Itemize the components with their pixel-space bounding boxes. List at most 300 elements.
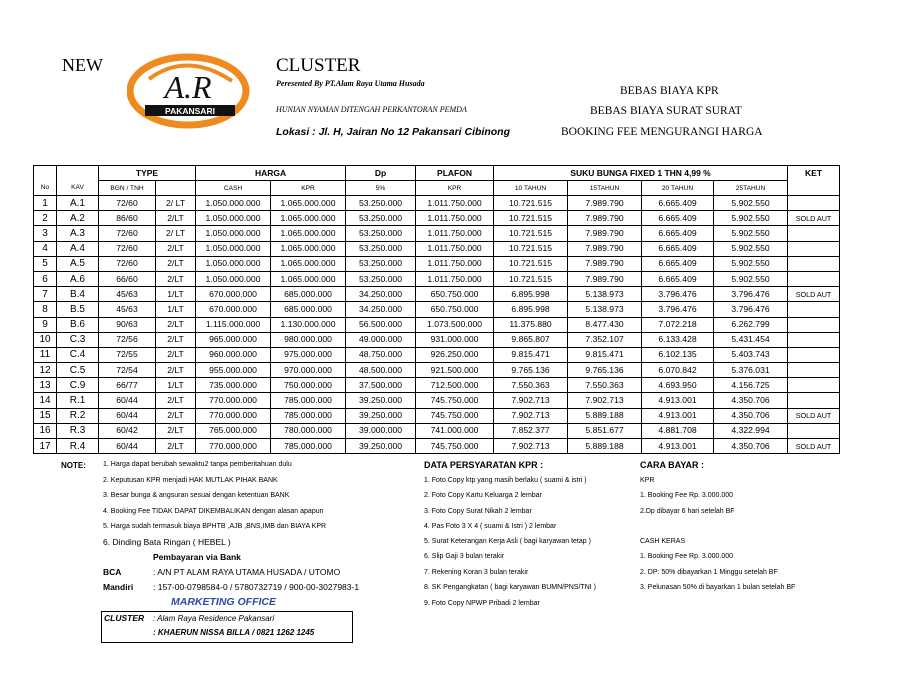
cell-lt: 2/LT	[156, 439, 196, 454]
cell-kav: A.1	[57, 196, 99, 211]
table-header-row-2	[34, 181, 840, 196]
header-25-tahun: 25TAHUN	[714, 181, 788, 196]
cell-plafon: 1.011.750.000	[416, 256, 494, 271]
cell-plafon: 1.011.750.000	[416, 271, 494, 286]
cell-t10: 10.721.515	[494, 196, 568, 211]
cell-t20: 3.796.476	[642, 287, 714, 302]
cell-t20: 6.133.428	[642, 332, 714, 347]
cell-kav: R.4	[57, 439, 99, 454]
cell-t15: 7.989.790	[568, 271, 642, 286]
cell-kpr: 1.065.000.000	[271, 226, 346, 241]
table-row	[34, 241, 840, 256]
persyaratan-item-1: 1. Foto Copy ktp yang masih berlaku ( suami & istri )	[424, 477, 587, 484]
cell-kpr: 685.000.000	[271, 287, 346, 302]
cell-no: 14	[34, 393, 57, 408]
header-ket: KET	[788, 166, 840, 181]
cell-bgn: 72/56	[99, 332, 156, 347]
bca-account: : A/N PT ALAM RAYA UTAMA HUSADA / UTOMO	[153, 567, 341, 577]
cell-plafon: 745.750.000	[416, 408, 494, 423]
cell-lt: 2/LT	[156, 347, 196, 362]
cell-dp: 34.250.000	[346, 302, 416, 317]
cell-no: 8	[34, 302, 57, 317]
cell-cash: 765.000.000	[196, 423, 271, 438]
cell-t15: 7.550.363	[568, 378, 642, 393]
cell-plafon: 745.750.000	[416, 439, 494, 454]
logo-letters: A.R	[164, 69, 212, 105]
cell-lt: 2/LT	[156, 393, 196, 408]
cell-t20: 6.665.409	[642, 256, 714, 271]
cell-ket	[788, 302, 840, 317]
bca-label: BCA	[103, 567, 122, 577]
cell-t20: 4.913.001	[642, 439, 714, 454]
cell-lt: 2/LT	[156, 211, 196, 226]
cell-kpr: 750.000.000	[271, 378, 346, 393]
note-item-3: 3. Besar bunga & angsuran sesuai dengan ketentuan BANK	[103, 492, 290, 499]
new-label: NEW	[62, 55, 103, 75]
payment-via-bank: Pembayaran via Bank	[153, 552, 241, 562]
cell-kav: A.3	[57, 226, 99, 241]
mandiri-label: Mandiri	[103, 582, 134, 592]
cell-no: 3	[34, 226, 57, 241]
cell-kav: C.3	[57, 332, 99, 347]
logo-name: PAKANSARI	[165, 106, 215, 116]
cell-no: 5	[34, 256, 57, 271]
cara-bayar-kpr-item-1: 1. Booking Fee Rp. 3.000.000	[640, 492, 734, 499]
cell-t20: 4.881.708	[642, 423, 714, 438]
cell-t20: 6.665.409	[642, 241, 714, 256]
cell-cash: 1.050.000.000	[196, 226, 271, 241]
cell-kav: A.4	[57, 241, 99, 256]
cell-cash: 1.050.000.000	[196, 241, 271, 256]
cell-bgn: 72/60	[99, 256, 156, 271]
cell-bgn: 72/60	[99, 196, 156, 211]
cell-ket	[788, 378, 840, 393]
header-bgn-tnh: BGN / TNH	[99, 181, 156, 196]
cell-no: 1	[34, 196, 57, 211]
cell-dp: 56.500.000	[346, 317, 416, 332]
cell-kpr: 685.000.000	[271, 302, 346, 317]
cell-t20: 6.070.842	[642, 363, 714, 378]
table-row	[34, 226, 840, 241]
cell-t15: 5.138.973	[568, 302, 642, 317]
cell-plafon: 1.011.750.000	[416, 211, 494, 226]
cell-t10: 7.550.363	[494, 378, 568, 393]
tagline: HUNIAN NYAMAN DITENGAH PERKANTORAN PEMDA	[276, 105, 467, 114]
cell-no: 11	[34, 347, 57, 362]
cell-plafon: 650.750.000	[416, 287, 494, 302]
cell-ket	[788, 393, 840, 408]
table-header-row-1	[34, 166, 840, 181]
cell-ket	[788, 363, 840, 378]
table-row	[34, 439, 840, 454]
cell-kav: B.4	[57, 287, 99, 302]
cell-t25: 4.156.725	[714, 378, 788, 393]
cell-lt: 2/ LT	[156, 226, 196, 241]
promo-free-docs: BEBAS BIAYA SURAT SURAT	[590, 105, 742, 117]
cell-plafon: 921.500.000	[416, 363, 494, 378]
cell-no: 7	[34, 287, 57, 302]
cell-t15: 9.765.136	[568, 363, 642, 378]
cell-t25: 5.902.550	[714, 196, 788, 211]
cara-bayar-cash-item-2: 2. DP: 50% dibayarkan 1 Minggu setelah BF	[640, 569, 778, 576]
cell-no: 12	[34, 363, 57, 378]
cell-kpr: 980.000.000	[271, 332, 346, 347]
cell-cash: 670.000.000	[196, 302, 271, 317]
cell-t10: 10.721.515	[494, 211, 568, 226]
cell-t25: 5.902.550	[714, 211, 788, 226]
cell-dp: 53.250.000	[346, 226, 416, 241]
cell-no: 13	[34, 378, 57, 393]
persyaratan-item-7: 7. Rekening Koran 3 bulan terakir	[424, 569, 529, 576]
cell-bgn: 72/60	[99, 226, 156, 241]
marketing-office-title: MARKETING OFFICE	[171, 596, 276, 608]
cell-lt: 2/ LT	[156, 196, 196, 211]
cell-dp: 53.250.000	[346, 196, 416, 211]
header-ket-blank	[788, 181, 840, 196]
cell-lt: 2/LT	[156, 332, 196, 347]
header-cash: CASH	[196, 181, 271, 196]
cell-kpr: 1.065.000.000	[271, 256, 346, 271]
note-item-4: 4. Booking Fee TIDAK DAPAT DIKEMBALIKAN dengan alasan apapun	[103, 508, 324, 515]
cell-t20: 7.072.218	[642, 317, 714, 332]
promo-booking-fee: BOOKING FEE MENGURANGI HARGA	[561, 126, 763, 138]
cell-cash: 770.000.000	[196, 439, 271, 454]
cell-dp: 39.000.000	[346, 423, 416, 438]
cell-no: 9	[34, 317, 57, 332]
cell-kav: C.5	[57, 363, 99, 378]
cell-kpr: 1.065.000.000	[271, 241, 346, 256]
cell-ket	[788, 317, 840, 332]
cell-ket	[788, 226, 840, 241]
cara-bayar-kpr-item-2: 2.Dp dibayar 6 hari setelah BF	[640, 508, 735, 515]
table-row	[34, 196, 840, 211]
cell-bgn: 60/44	[99, 393, 156, 408]
persyaratan-item-3: 3. Foto Copy Surat Nikah 2 lembar	[424, 508, 532, 515]
cell-t10: 9.765.136	[494, 363, 568, 378]
table-row	[34, 211, 840, 226]
cell-dp: 53.250.000	[346, 241, 416, 256]
cell-plafon: 741.000.000	[416, 423, 494, 438]
ar-pakansari-logo	[127, 53, 250, 129]
marketing-contact: : KHAERUN NISSA BILLA / 0821 1262 1245	[153, 628, 315, 637]
cell-kpr: 785.000.000	[271, 439, 346, 454]
presented-by: Peresented By PT.Alam Raya Utama Husada	[276, 79, 425, 88]
cell-kpr: 970.000.000	[271, 363, 346, 378]
cell-kav: B.6	[57, 317, 99, 332]
cell-t25: 3.796.476	[714, 287, 788, 302]
cell-t20: 6.665.409	[642, 196, 714, 211]
cell-t10: 9.815.471	[494, 347, 568, 362]
header-type: TYPE	[99, 166, 196, 181]
cell-no: 15	[34, 408, 57, 423]
cell-lt: 1/LT	[156, 302, 196, 317]
cell-cash: 955.000.000	[196, 363, 271, 378]
cell-t20: 4.913.001	[642, 393, 714, 408]
note-item-2: 2. Keputusan KPR menjadi HAK MUTLAK PIHAK BANK	[103, 477, 278, 484]
cell-kpr: 780.000.000	[271, 423, 346, 438]
note-item-1: 1. Harga dapat berubah sewaktu2 tanpa pemberitahuan dulu	[103, 461, 292, 468]
cell-t10: 9.865.807	[494, 332, 568, 347]
cell-t10: 7.902.713	[494, 439, 568, 454]
cell-cash: 960.000.000	[196, 347, 271, 362]
cell-plafon: 1.011.750.000	[416, 241, 494, 256]
cell-cash: 1.115.000.000	[196, 317, 271, 332]
table-row	[34, 287, 840, 302]
cara-bayar-cash-label: CASH KERAS	[640, 538, 686, 545]
header-dp-pct: 5%	[346, 181, 416, 196]
table-row	[34, 393, 840, 408]
cell-lt: 2/LT	[156, 363, 196, 378]
header-no-label: No	[34, 181, 57, 196]
cell-t15: 7.989.790	[568, 211, 642, 226]
cell-t15: 7.989.790	[568, 196, 642, 211]
cell-t15: 7.989.790	[568, 256, 642, 271]
cell-t25: 4.322.994	[714, 423, 788, 438]
cell-t25: 5.403.743	[714, 347, 788, 362]
header-plafon: PLAFON	[416, 166, 494, 181]
cell-t25: 4.350.706	[714, 408, 788, 423]
cell-cash: 770.000.000	[196, 393, 271, 408]
cell-kav: A.6	[57, 271, 99, 286]
table-row	[34, 332, 840, 347]
cell-t25: 5.902.550	[714, 241, 788, 256]
cell-ket	[788, 241, 840, 256]
cell-bgn: 72/55	[99, 347, 156, 362]
cell-t10: 10.721.515	[494, 256, 568, 271]
table-row	[34, 363, 840, 378]
table-row	[34, 317, 840, 332]
cell-t10: 7.902.713	[494, 408, 568, 423]
cell-no: 6	[34, 271, 57, 286]
cell-cash: 770.000.000	[196, 408, 271, 423]
cell-t15: 5.138.973	[568, 287, 642, 302]
marketing-cluster-label: CLUSTER	[104, 613, 145, 623]
cell-kpr: 1.065.000.000	[271, 196, 346, 211]
cell-t25: 5.902.550	[714, 256, 788, 271]
persyaratan-item-8: 8. SK Pengangkatan ( bagi karyawan BUMN/PNS/TNI )	[424, 584, 596, 591]
cell-ket	[788, 347, 840, 362]
cell-bgn: 66/77	[99, 378, 156, 393]
cell-t20: 6.665.409	[642, 226, 714, 241]
cell-kpr: 785.000.000	[271, 408, 346, 423]
cell-t25: 5.902.550	[714, 226, 788, 241]
note-title: NOTE:	[61, 461, 86, 470]
cell-kpr: 1.065.000.000	[271, 271, 346, 286]
cell-t15: 7.989.790	[568, 226, 642, 241]
cara-bayar-cash-item-3: 3. Pelunasan 50% di bayarkan 1 bulan setelah BF	[640, 584, 796, 591]
header-suku-bunga: SUKU BUNGA FIXED 1 THN 4,99 %	[494, 166, 788, 181]
header-kav: KAV	[57, 181, 99, 196]
cell-t10: 6.895.998	[494, 302, 568, 317]
cell-kav: A.2	[57, 211, 99, 226]
header-20-tahun: 20 TAHUN	[642, 181, 714, 196]
persyaratan-item-4: 4. Pas Foto 3 X 4 ( suami & Istri ) 2 lembar	[424, 523, 557, 530]
cell-dp: 53.250.000	[346, 211, 416, 226]
cell-kpr: 1.065.000.000	[271, 211, 346, 226]
cell-t20: 6.665.409	[642, 211, 714, 226]
cell-dp: 48.500.000	[346, 363, 416, 378]
cell-kav: R.3	[57, 423, 99, 438]
cell-lt: 2/LT	[156, 408, 196, 423]
cell-cash: 1.050.000.000	[196, 271, 271, 286]
persyaratan-item-2: 2. Foto Copy Kartu Keluarga 2 lembar	[424, 492, 542, 499]
cell-t15: 5.889.188	[568, 439, 642, 454]
cell-dp: 53.250.000	[346, 256, 416, 271]
cell-t15: 7.989.790	[568, 241, 642, 256]
cell-no: 10	[34, 332, 57, 347]
cell-lt: 1/LT	[156, 378, 196, 393]
cell-t15: 8.477.430	[568, 317, 642, 332]
cell-no: 2	[34, 211, 57, 226]
cell-t10: 10.721.515	[494, 271, 568, 286]
cell-cash: 1.050.000.000	[196, 196, 271, 211]
cell-kpr: 975.000.000	[271, 347, 346, 362]
cell-bgn: 86/60	[99, 211, 156, 226]
cell-kpr: 1.130.000.000	[271, 317, 346, 332]
cell-ket	[788, 271, 840, 286]
table-row	[34, 302, 840, 317]
cell-no: 17	[34, 439, 57, 454]
cell-plafon: 926.250.000	[416, 347, 494, 362]
cell-ket: SOLD AUT	[788, 408, 840, 423]
table-row	[34, 408, 840, 423]
cluster-title: CLUSTER	[276, 55, 361, 76]
cell-t10: 10.721.515	[494, 226, 568, 241]
cell-t15: 7.352.107	[568, 332, 642, 347]
cell-no: 16	[34, 423, 57, 438]
cell-t20: 6.102.135	[642, 347, 714, 362]
cell-ket	[788, 196, 840, 211]
mandiri-accounts: : 157-00-0798584-0 / 5780732719 / 900-00-3027983-1	[153, 582, 360, 592]
marketing-cluster-value: : Alam Raya Residence Pakansari	[153, 614, 275, 623]
cell-bgn: 45/63	[99, 302, 156, 317]
price-table-body	[34, 196, 840, 454]
cell-plafon: 650.750.000	[416, 302, 494, 317]
promo-free-kpr: BEBAS BIAYA KPR	[620, 85, 719, 97]
cell-ket	[788, 256, 840, 271]
cell-bgn: 72/54	[99, 363, 156, 378]
cell-bgn: 45/63	[99, 287, 156, 302]
cell-ket: SOLD AUT	[788, 211, 840, 226]
cell-plafon: 931.000.000	[416, 332, 494, 347]
cell-plafon: 712.500.000	[416, 378, 494, 393]
cell-t25: 4.350.706	[714, 439, 788, 454]
header-15-tahun: 15TAHUN	[568, 181, 642, 196]
persyaratan-item-6: 6. Slip Gaji 3 bulan terakir	[424, 553, 505, 560]
cell-cash: 965.000.000	[196, 332, 271, 347]
cell-plafon: 1.011.750.000	[416, 196, 494, 211]
cell-t25: 6.262.799	[714, 317, 788, 332]
header-10-tahun: 10 TAHUN	[494, 181, 568, 196]
cell-bgn: 60/44	[99, 439, 156, 454]
table-row	[34, 378, 840, 393]
cell-t25: 5.376.031	[714, 363, 788, 378]
header-blank	[57, 166, 99, 181]
cell-lt: 1/LT	[156, 287, 196, 302]
note-item-5: 5. Harga sudah termasuk biaya BPHTB ,AJB ,BNS,IMB dan BIAYA KPR	[103, 523, 327, 530]
cell-t25: 3.796.476	[714, 302, 788, 317]
cell-t10: 7.852.377	[494, 423, 568, 438]
table-row	[34, 271, 840, 286]
cell-t25: 5.902.550	[714, 271, 788, 286]
cell-kav: C.4	[57, 347, 99, 362]
cara-bayar-title: CARA BAYAR :	[640, 460, 705, 470]
cell-dp: 49.000.000	[346, 332, 416, 347]
cell-plafon: 745.750.000	[416, 393, 494, 408]
cell-bgn: 90/63	[99, 317, 156, 332]
cell-lt: 2/LT	[156, 256, 196, 271]
cell-bgn: 60/42	[99, 423, 156, 438]
cell-t20: 4.913.001	[642, 408, 714, 423]
cell-dp: 39.250.000	[346, 408, 416, 423]
cell-t10: 10.721.515	[494, 241, 568, 256]
cell-cash: 1.050.000.000	[196, 256, 271, 271]
cell-cash: 670.000.000	[196, 287, 271, 302]
cell-t20: 6.665.409	[642, 271, 714, 286]
table-row	[34, 347, 840, 362]
cell-no: 4	[34, 241, 57, 256]
cell-ket: SOLD AUT	[788, 439, 840, 454]
persyaratan-title: DATA PERSYARATAN KPR :	[424, 460, 544, 470]
cell-ket	[788, 332, 840, 347]
header-dp: Dp	[346, 166, 416, 181]
header-kpr: KPR	[271, 181, 346, 196]
cell-lt: 2/LT	[156, 241, 196, 256]
cell-cash: 735.000.000	[196, 378, 271, 393]
cell-dp: 39.250.000	[346, 439, 416, 454]
header-lt	[156, 181, 196, 196]
table-row	[34, 423, 840, 438]
cell-t20: 3.796.476	[642, 302, 714, 317]
cell-t10: 7.902.713	[494, 393, 568, 408]
cell-plafon: 1.011.750.000	[416, 226, 494, 241]
cell-t10: 6.895.998	[494, 287, 568, 302]
cell-t25: 5.431.454	[714, 332, 788, 347]
price-table	[33, 165, 840, 454]
cell-t20: 4.693.950	[642, 378, 714, 393]
cell-lt: 2/LT	[156, 423, 196, 438]
cell-bgn: 72/60	[99, 241, 156, 256]
cell-kpr: 785.000.000	[271, 393, 346, 408]
cell-bgn: 66/60	[99, 271, 156, 286]
cell-kav: C.9	[57, 378, 99, 393]
cell-plafon: 1.073.500.000	[416, 317, 494, 332]
persyaratan-item-5: 5. Surat Keterangan Kerja Asli ( bagi karyawan tetap )	[424, 538, 591, 545]
cell-t25: 4.350.706	[714, 393, 788, 408]
header-no	[34, 166, 57, 181]
cell-kav: R.1	[57, 393, 99, 408]
note-item-6: 6. Dinding Bata Ringan ( HEBEL )	[103, 537, 231, 547]
cell-bgn: 60/44	[99, 408, 156, 423]
cell-lt: 2/LT	[156, 271, 196, 286]
table-row	[34, 256, 840, 271]
cell-kav: B.5	[57, 302, 99, 317]
cell-t10: 11.375.880	[494, 317, 568, 332]
cell-dp: 48.750.000	[346, 347, 416, 362]
cell-lt: 2/LT	[156, 317, 196, 332]
cell-t15: 5.889.188	[568, 408, 642, 423]
cell-ket: SOLD AUT	[788, 287, 840, 302]
header-harga: HARGA	[196, 166, 346, 181]
cell-dp: 53.250.000	[346, 271, 416, 286]
persyaratan-item-9: 9. Foto Copy NPWP Pribadi 2 lembar	[424, 600, 540, 607]
cara-bayar-cash-item-1: 1. Booking Fee Rp. 3.000.000	[640, 553, 734, 560]
cell-t15: 7.902.713	[568, 393, 642, 408]
cell-cash: 1.050.000.000	[196, 211, 271, 226]
cell-ket	[788, 423, 840, 438]
cell-kav: R.2	[57, 408, 99, 423]
cell-dp: 34.250.000	[346, 287, 416, 302]
